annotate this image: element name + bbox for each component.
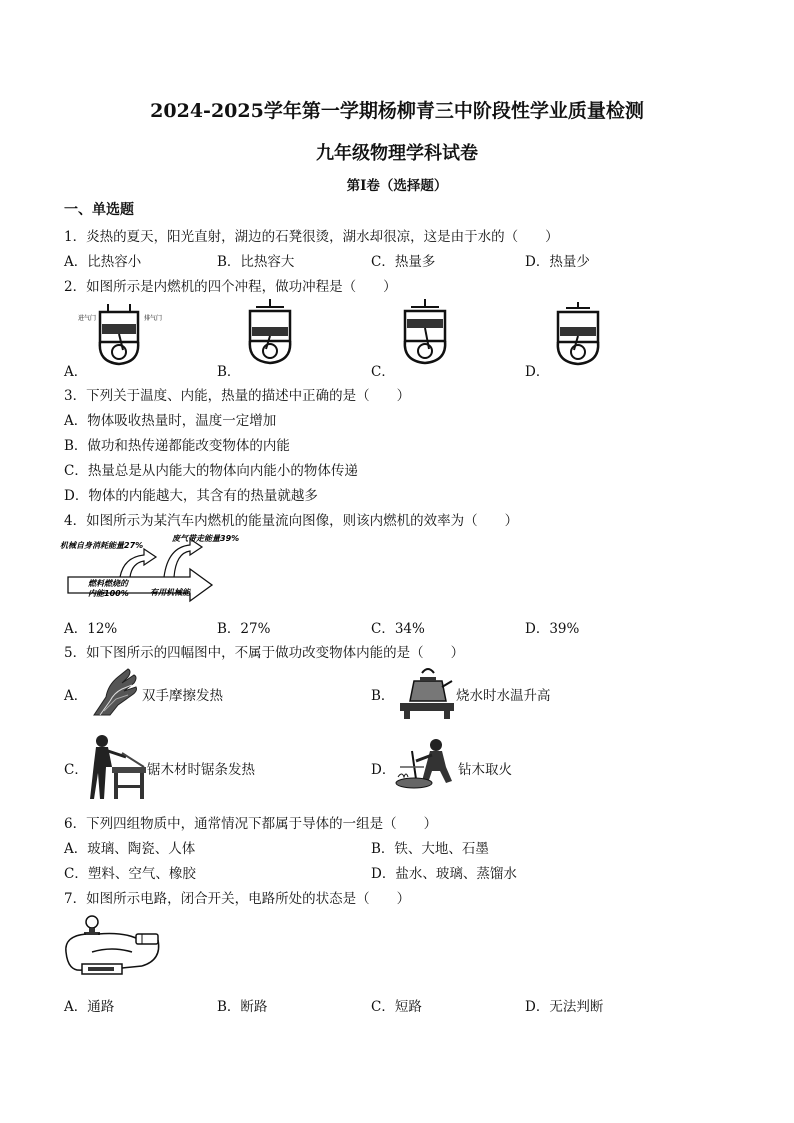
part-heading: 第Ⅰ卷（选择题） [346,178,448,194]
fuel-energy-label-line1: 燃料燃烧的 [88,579,128,588]
q1-option-b[interactable]: B．比热容大 [217,254,295,270]
q7-option-d[interactable]: D．无法判断 [525,999,604,1015]
energy-flow-figure [60,533,250,608]
q5-option-b-text[interactable]: 烧水时水温升高 [456,688,551,704]
engine-stroke-d-figure [548,300,608,370]
q3-option-c[interactable]: C．热量总是从内能大的物体向内能小的物体传递 [64,463,358,479]
exhaust-loss-label: 废气带走能量39% [172,534,240,543]
q2-option-c[interactable]: C． [371,364,395,380]
q4-option-a[interactable]: A．12% [64,621,118,637]
q5-option-d-text[interactable]: 钻木取火 [458,762,512,778]
q5-option-a-text[interactable]: 双手摩擦发热 [142,688,223,704]
q3-option-d[interactable]: D．物体的内能越大，其含有的热量就越多 [64,488,318,504]
drilling-wood-fire-icon [394,737,456,791]
q5-option-c-text[interactable]: 锯木材时锯条发热 [147,762,255,778]
exam-title: 2024-2025学年第一学期杨柳青三中阶段性学业质量检测 [150,100,644,122]
question-6-stem: 6．下列四组物质中，通常情况下都属于导体的一组是（ ） [64,816,438,832]
engine-stroke-b-figure [240,297,300,369]
q5-option-c-letter[interactable]: C． [64,762,88,778]
section-heading: 一、单选题 [64,202,134,218]
question-1-stem: 1．炎热的夏天，阳光直射，湖边的石凳很烫，湖水却很凉，这是由于水的（ ） [64,229,559,245]
question-7-stem: 7．如图所示电路，闭合开关，电路所处的状态是（ ） [64,891,411,907]
q1-option-d[interactable]: D．热量少 [525,254,590,270]
rubbing-hands-icon [88,665,142,717]
exhaust-valve-label: 排气门 [144,315,163,322]
intake-valve-label: 进气门 [78,315,97,322]
q7-option-b[interactable]: B．断路 [217,999,268,1015]
q2-option-a[interactable]: A． [64,364,88,380]
q1-option-c[interactable]: C．热量多 [371,254,436,270]
q7-option-c[interactable]: C．短路 [371,999,422,1015]
question-3-stem: 3．下列关于温度、内能，热量的描述中正确的是（ ） [64,388,411,404]
q6-option-a[interactable]: A．玻璃、陶瓷、人体 [64,841,196,857]
q6-option-b[interactable]: B．铁、大地、石墨 [371,841,489,857]
useful-energy-label: 有用机械能 [150,588,190,597]
question-5-stem: 5．如下图所示的四幅图中，不属于做功改变物体内能的是（ ） [64,645,465,661]
engine-stroke-c-figure [395,297,455,369]
q5-option-d-letter[interactable]: D． [371,762,396,778]
q3-option-b[interactable]: B．做功和热传递都能改变物体的内能 [64,438,290,454]
q3-option-a[interactable]: A．物体吸收热量时，温度一定增加 [64,413,277,429]
q2-option-d[interactable]: D． [525,364,550,380]
q6-option-c[interactable]: C．塑料、空气、橡胶 [64,866,196,882]
circuit-figure [62,912,162,982]
q5-option-a-letter[interactable]: A． [64,688,88,704]
sawing-wood-icon [86,733,148,801]
q2-option-b[interactable]: B． [217,364,241,380]
question-2-stem: 2．如图所示是内燃机的四个冲程，做功冲程是（ ） [64,279,397,295]
machine-loss-label: 机械自身消耗能量27% [60,541,144,550]
q4-option-c[interactable]: C．34% [371,621,425,637]
q5-option-b-letter[interactable]: B． [371,688,395,704]
exam-subtitle: 九年级物理学科试卷 [316,143,478,164]
question-4-stem: 4．如图所示为某汽车内燃机的能量流向图像，则该内燃机的效率为（ ） [64,513,519,529]
kettle-on-stove-icon [398,665,456,719]
fuel-energy-label-line2: 内能100% [88,589,129,598]
q7-option-a[interactable]: A．通路 [64,999,115,1015]
q6-option-d[interactable]: D．盐水、玻璃、蒸馏水 [371,866,517,882]
q4-option-d[interactable]: D．39% [525,621,580,637]
q1-option-a[interactable]: A．比热容小 [64,254,142,270]
q4-option-b[interactable]: B．27% [217,621,271,637]
engine-stroke-a-figure [78,300,168,370]
